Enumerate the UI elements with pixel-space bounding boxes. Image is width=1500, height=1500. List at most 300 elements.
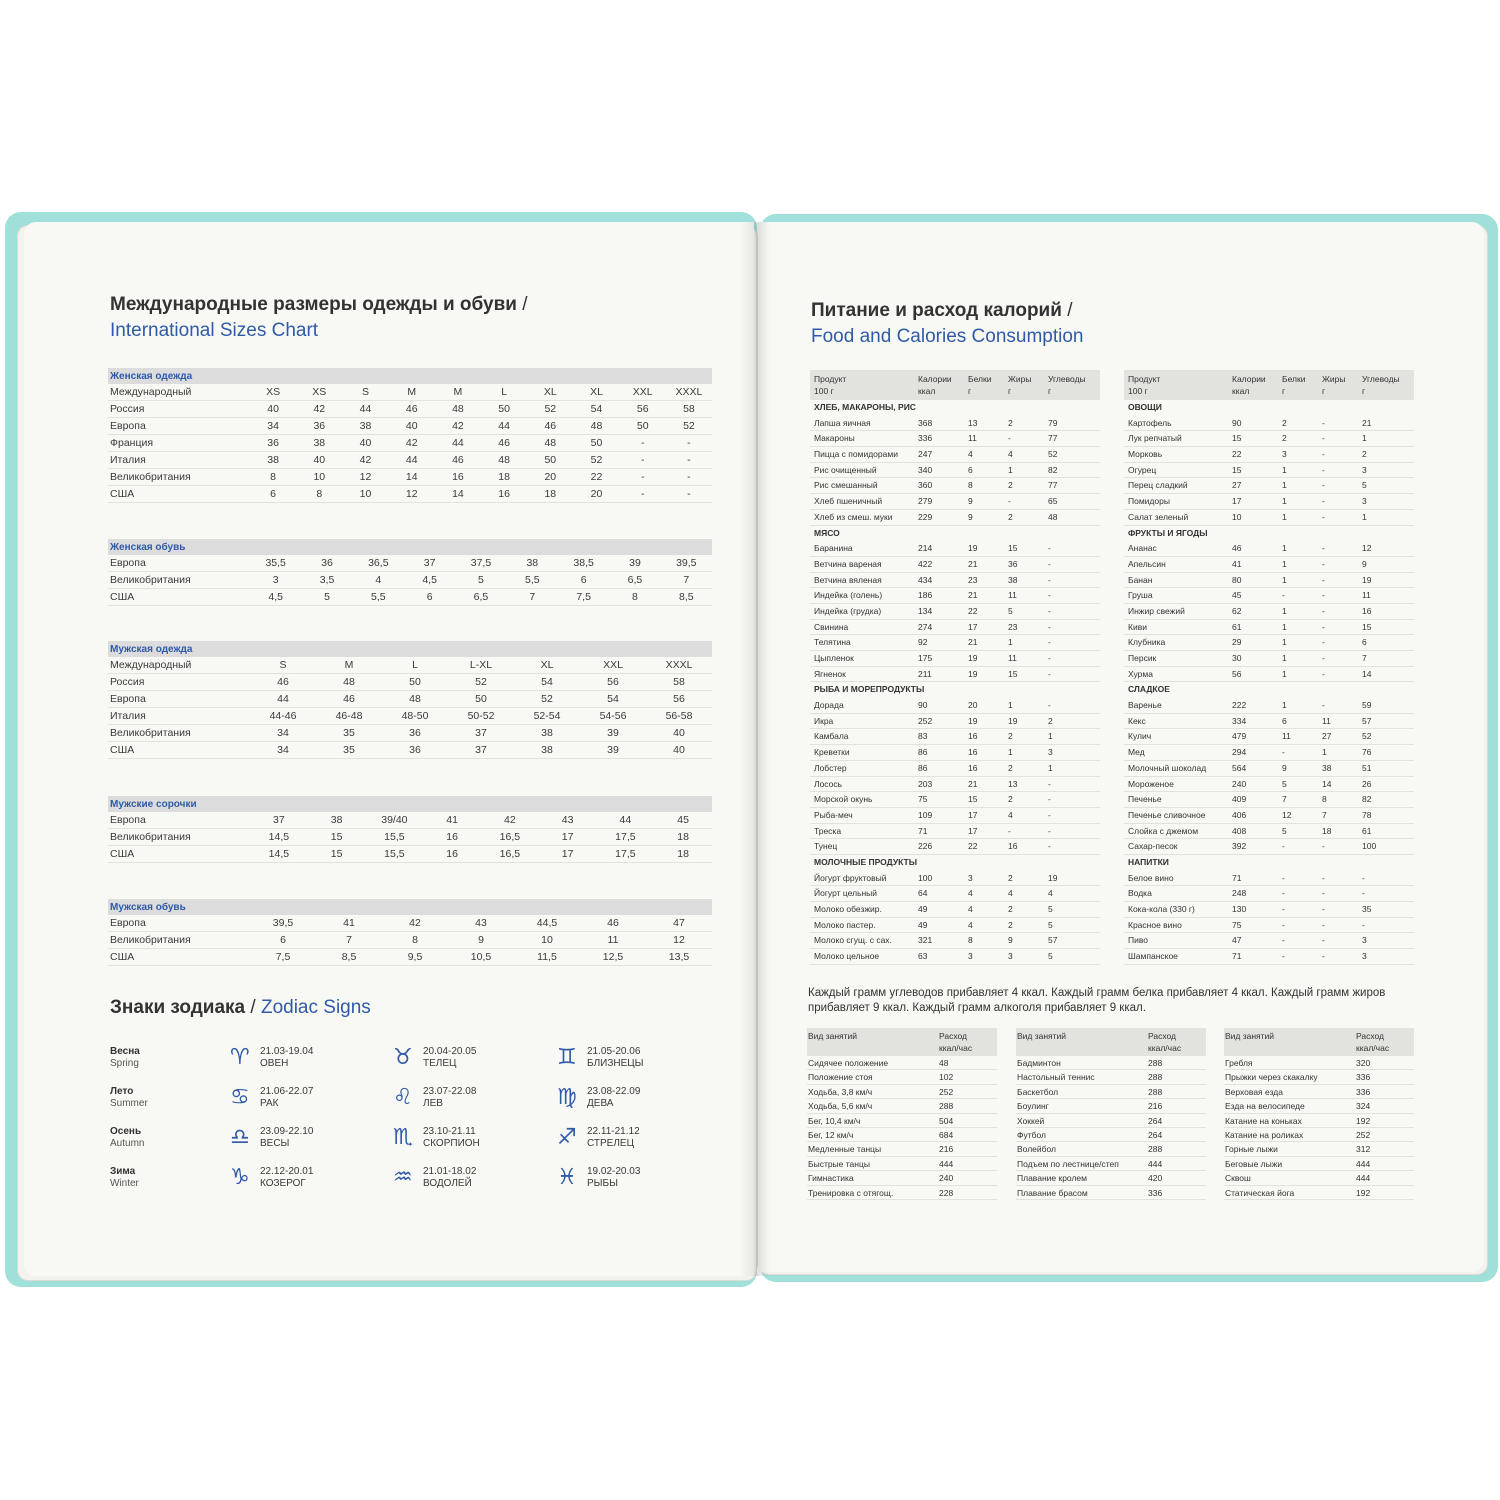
activity-name: Катание на роликах: [1225, 1129, 1304, 1140]
zodiac-dates: 23.09-22.10: [260, 1126, 314, 1137]
food-value: 336: [918, 433, 933, 444]
activity-name: Горные лыжи: [1225, 1144, 1278, 1155]
size-cell: 36: [409, 727, 421, 739]
size-cell: 48: [590, 420, 603, 432]
food-value: 1: [1282, 558, 1287, 569]
food-name: Лосось: [814, 778, 843, 789]
activity-kcal: 102: [939, 1072, 954, 1083]
food-value: 65: [1048, 496, 1058, 507]
food-value: 4: [1048, 888, 1053, 899]
food-value: 38: [1008, 574, 1018, 585]
activity-name: Хоккей: [1017, 1115, 1045, 1126]
size-cell: XXL: [632, 386, 653, 398]
food-value: 1: [1048, 762, 1053, 773]
food-value: -: [1048, 574, 1051, 585]
food-header-cell: Калории ккал: [1232, 374, 1266, 396]
food-value: -: [1322, 841, 1325, 852]
food-value: -: [1322, 511, 1325, 522]
size-cell: 5: [324, 591, 330, 603]
food-value: -: [1282, 872, 1285, 883]
activity-kcal: 264: [1148, 1129, 1163, 1140]
food-value: 52: [1048, 449, 1058, 460]
size-cell: 44: [452, 437, 464, 449]
size-table-row: [108, 469, 712, 486]
food-row: [1124, 478, 1414, 494]
aquarius-icon: ♒: [393, 1165, 413, 1190]
size-cell: 44-46: [269, 710, 297, 722]
size-cell: 16,5: [499, 831, 521, 843]
size-cell: 44: [498, 420, 510, 432]
size-cell: 16,5: [499, 848, 521, 860]
food-value: 2: [1008, 919, 1013, 930]
size-cell: L: [501, 386, 508, 398]
food-value: -: [1048, 558, 1051, 569]
food-value: 47: [1232, 935, 1242, 946]
activity-row: [1224, 1142, 1414, 1156]
food-value: 15: [1008, 543, 1018, 554]
size-table-row: [108, 384, 712, 401]
food-value: 247: [918, 449, 933, 460]
size-cell: -: [640, 471, 645, 483]
size-cell: 15: [330, 848, 343, 860]
size-table-row: [108, 572, 712, 589]
size-table-row: [108, 589, 712, 606]
activity-name: Тренировка с отягощ.: [808, 1187, 894, 1198]
food-category: ХЛЕБ, МАКАРОНЫ, РИС: [814, 402, 916, 412]
food-category: СЛАДКОЕ: [1128, 684, 1170, 695]
food-value: 22: [968, 605, 978, 616]
size-row-label: США: [110, 848, 135, 860]
food-row: [810, 714, 1100, 730]
food-value: 16: [1008, 841, 1018, 852]
size-cell: 16: [498, 488, 510, 500]
food-value: 80: [1232, 574, 1242, 585]
food-name: Морковь: [1128, 449, 1163, 460]
food-value: 19: [1362, 574, 1372, 585]
food-value: 8: [968, 935, 973, 946]
size-cell: 38: [267, 454, 279, 466]
size-cell: 13,5: [668, 951, 690, 963]
food-value: 2: [1008, 731, 1013, 742]
food-name: Молоко пастер.: [814, 919, 876, 930]
food-value: 5: [1048, 951, 1053, 962]
activity-kcal: 216: [1148, 1101, 1163, 1112]
activity-name: Гимнастика: [808, 1173, 854, 1184]
food-value: 75: [918, 794, 928, 805]
food-name: Пиво: [1128, 935, 1149, 946]
size-cell: 9: [478, 934, 484, 946]
food-value: 408: [1232, 825, 1247, 836]
activity-row: [1016, 1186, 1206, 1200]
food-value: 52: [1362, 731, 1372, 742]
activity-row: [807, 1099, 997, 1113]
food-value: -: [1322, 590, 1325, 601]
food-value: -: [1322, 637, 1325, 648]
size-cell: M: [344, 659, 354, 671]
size-cell: 14: [405, 471, 418, 483]
food-category: МЯСО: [814, 527, 840, 538]
food-name: Мед: [1128, 747, 1145, 758]
food-value: 49: [918, 919, 928, 930]
size-table: [108, 899, 712, 966]
food-name: Ветчина вареная: [814, 558, 882, 569]
zodiac-dates: 22.11-21.12: [587, 1126, 640, 1137]
food-value: 19: [968, 653, 978, 663]
cancer-icon: ♋: [230, 1085, 250, 1110]
activity-row: [1224, 1171, 1414, 1185]
size-cell: 36: [313, 420, 326, 432]
food-name: Лобстер: [814, 762, 847, 773]
food-value: 59: [1362, 700, 1372, 711]
activity-kcal: 444: [1148, 1158, 1163, 1169]
size-cell: 9,5: [407, 951, 423, 963]
size-row-label: Италия: [110, 710, 146, 722]
scorpio-icon: ♏: [393, 1125, 413, 1150]
libra-icon: ♎: [230, 1125, 250, 1150]
food-name: Хурма: [1128, 668, 1153, 679]
activity-name: Плавание брасом: [1017, 1187, 1088, 1198]
season-name-en: Winter: [110, 1178, 139, 1189]
food-value: 9: [968, 496, 973, 507]
food-name: Инжир свежий: [1128, 605, 1185, 616]
size-cell: 52: [544, 403, 557, 415]
size-cell: -: [687, 437, 691, 449]
food-row: [1124, 416, 1414, 432]
size-cell: 34: [277, 744, 289, 756]
size-table-row: [108, 418, 712, 435]
food-header-cell: Углеводы г: [1048, 374, 1086, 396]
activity-kcal: 312: [1356, 1144, 1371, 1155]
food-value: 51: [1362, 762, 1372, 773]
food-value: 21: [1362, 417, 1372, 428]
food-row: [1124, 557, 1414, 573]
size-cell: 48: [498, 454, 510, 466]
food-row: [1124, 714, 1414, 730]
food-value: -: [1322, 496, 1325, 507]
size-cell: 14,5: [268, 831, 290, 843]
activity-row: [1016, 1171, 1206, 1185]
food-value: 214: [918, 543, 933, 554]
activity-kcal: 228: [939, 1187, 954, 1198]
size-cell: 40: [673, 744, 685, 756]
food-value: 20: [968, 700, 978, 711]
food-value: -: [1322, 700, 1325, 711]
food-name: Кекс: [1128, 715, 1146, 726]
activity-table: [1016, 1028, 1206, 1200]
size-cell: 48: [409, 693, 421, 705]
size-cell: 46: [405, 403, 418, 415]
zodiac-season-label: [110, 1086, 148, 1110]
activity-name: Ходьба, 5,6 км/ч: [808, 1101, 873, 1112]
food-value: 71: [918, 825, 928, 836]
size-table: [108, 539, 712, 606]
food-value: 406: [1232, 809, 1247, 820]
food-name: Молоко цельное: [814, 951, 880, 962]
food-value: 240: [1232, 778, 1247, 789]
food-name: Банан: [1128, 574, 1153, 585]
food-row: [810, 949, 1100, 965]
food-table-header: [810, 370, 1100, 400]
food-value: -: [1048, 809, 1051, 820]
size-cell: 38: [313, 437, 326, 449]
activity-header-cell: Расход ккал/час: [939, 1031, 973, 1053]
size-row-label: Франция: [110, 437, 154, 449]
food-value: -: [1322, 449, 1325, 460]
food-name: Мороженое: [1128, 778, 1174, 789]
food-value: 41: [1232, 558, 1242, 569]
size-cell: -: [687, 454, 691, 466]
zodiac-name: СТРЕЛЕЦ: [587, 1138, 634, 1149]
size-row-label: Великобритания: [110, 727, 191, 739]
food-value: 90: [1232, 417, 1242, 428]
food-value: 1: [1282, 543, 1287, 554]
size-cell: 15: [330, 831, 343, 843]
activity-kcal: 240: [939, 1173, 954, 1184]
size-row-label: США: [110, 488, 135, 500]
size-cell: 38: [541, 727, 553, 739]
food-value: 1: [1008, 637, 1013, 648]
food-value: 17: [968, 809, 978, 820]
activity-row: [807, 1157, 997, 1171]
food-value: 61: [1232, 621, 1242, 632]
food-value: -: [1322, 605, 1325, 616]
food-value: 186: [918, 590, 933, 601]
food-value: 30: [1232, 653, 1242, 663]
food-row: [810, 573, 1100, 589]
food-row: [1124, 573, 1414, 589]
size-cell: 6: [580, 574, 587, 586]
size-cell: 52: [541, 693, 553, 705]
size-row-label: США: [110, 744, 135, 756]
food-value: -: [1048, 590, 1051, 601]
food-value: 15: [1008, 668, 1018, 679]
size-cell: XXXL: [665, 659, 693, 671]
food-value: 21: [968, 778, 978, 789]
food-value: 2: [1362, 449, 1367, 460]
food-name: Хлеб из смеш. муки: [814, 511, 893, 522]
activity-name: Гребля: [1225, 1058, 1253, 1068]
activity-row: [807, 1128, 997, 1142]
size-cell: 52: [590, 454, 603, 466]
activity-row: [807, 1142, 997, 1156]
size-cell: 8: [316, 488, 323, 500]
size-cell: S: [279, 659, 287, 671]
sizes-title-ru: Международные размеры одежды и обуви: [110, 294, 517, 315]
food-value: 2: [1008, 480, 1013, 491]
food-value: 409: [1232, 794, 1247, 805]
food-name: Кока-кола (330 г): [1128, 904, 1195, 914]
food-value: 29: [1232, 637, 1242, 648]
size-row-label: Великобритания: [110, 574, 191, 586]
size-cell: 35,5: [265, 557, 286, 569]
size-cell: 50: [475, 693, 487, 705]
food-row: [810, 510, 1100, 526]
food-row: [810, 871, 1100, 887]
food-value: 434: [918, 574, 933, 585]
zodiac-season-label: [110, 1126, 144, 1150]
size-cell: 43: [475, 917, 487, 929]
zodiac-name: ВЕСЫ: [260, 1138, 290, 1149]
size-cell: 8: [270, 471, 277, 483]
size-cell: 17,5: [615, 848, 636, 860]
zodiac-dates: 21.05-20.06: [587, 1046, 641, 1057]
food-value: 5: [1048, 904, 1053, 914]
size-cell: 6: [426, 591, 433, 603]
food-row: [1124, 620, 1414, 636]
activity-kcal: 684: [939, 1129, 954, 1140]
food-value: 109: [918, 809, 933, 820]
size-cell: 47: [673, 917, 685, 929]
size-cell: 40: [673, 727, 685, 739]
size-cell: 18: [498, 471, 510, 483]
capricorn-icon: ♑: [230, 1165, 250, 1190]
size-cell: 12: [405, 488, 418, 500]
food-name: Огурец: [1128, 464, 1157, 475]
food-value: -: [1282, 888, 1285, 899]
food-value: 211: [918, 668, 932, 679]
size-table-row: [108, 401, 712, 418]
food-value: 279: [918, 496, 933, 507]
size-cell: 46: [607, 917, 619, 929]
food-value: 222: [1232, 700, 1247, 711]
size-cell: 58: [683, 403, 695, 415]
activity-table-header: [1016, 1028, 1206, 1056]
sizes-title: [110, 292, 528, 344]
food-value: 7: [1362, 653, 1367, 663]
food-header-cell: Жиры г: [1008, 374, 1032, 396]
food-value: 11: [1322, 715, 1331, 726]
size-cell: 11,5: [537, 951, 557, 963]
size-cell: 42: [409, 917, 421, 929]
size-cell: 46: [498, 437, 510, 449]
zodiac-title-en: Zodiac Signs: [260, 997, 371, 1018]
food-value: 1: [1008, 700, 1013, 711]
food-value: 13: [968, 417, 978, 428]
size-cell: 4,5: [268, 591, 283, 603]
size-cell: 44,5: [536, 917, 558, 929]
food-name: Апельсин: [1128, 558, 1166, 569]
food-name: Камбала: [814, 731, 849, 742]
food-value: -: [1048, 605, 1051, 616]
food-value: 7: [1322, 809, 1327, 820]
food-value: 1: [1282, 511, 1287, 522]
size-cell: -: [687, 471, 691, 483]
zodiac-dates: 22.12-20.01: [260, 1166, 314, 1177]
food-value: 16: [968, 747, 978, 758]
size-cell: 52-54: [533, 710, 561, 722]
size-table: [108, 641, 712, 759]
food-value: 17: [968, 621, 978, 632]
food-row: [1124, 447, 1414, 463]
food-value: 274: [918, 621, 933, 632]
food-value: 6: [1282, 715, 1287, 726]
food-value: 479: [1232, 731, 1247, 742]
size-cell: 54-56: [599, 710, 627, 722]
activity-name: Быстрые танцы: [808, 1158, 870, 1169]
size-cell: 38: [526, 557, 539, 569]
food-name: Перец сладкий: [1128, 480, 1188, 491]
food-value: -: [1362, 919, 1365, 930]
food-name: Ветчина вяленая: [814, 574, 882, 585]
food-value: 19: [968, 715, 978, 726]
food-row: [810, 933, 1100, 949]
food-name: Цыпленок: [814, 653, 854, 663]
food-name: Йогурт цельный: [814, 888, 878, 899]
activity-row: [1016, 1056, 1206, 1070]
food-value: 8: [968, 480, 973, 491]
size-cell: L: [412, 659, 418, 671]
size-cell: 35: [343, 744, 355, 756]
food-name: Креветки: [814, 747, 850, 758]
size-table-row: [108, 657, 712, 674]
size-cell: 46: [544, 420, 557, 432]
food-name: Лук репчатый: [1128, 433, 1182, 444]
food-name: Ягненок: [814, 668, 846, 679]
food-value: 16: [968, 762, 978, 773]
food-category: РЫБА И МОРЕПРОДУКТЫ: [814, 684, 925, 695]
zodiac-dates: 21.03-19.04: [260, 1046, 314, 1057]
size-cell: 38,5: [573, 557, 594, 569]
food-name: Ананас: [1128, 543, 1157, 554]
food-name: Молочный шоколад: [1128, 762, 1207, 773]
size-cell: -: [640, 437, 645, 449]
food-value: 22: [968, 841, 978, 852]
size-cell: 6: [270, 488, 277, 500]
food-header-cell: Продукт 100 г: [814, 374, 847, 396]
size-cell: 36,5: [368, 557, 389, 569]
food-name: Лапша яичная: [814, 417, 871, 428]
food-value: 1: [1282, 480, 1287, 491]
food-value: -: [1322, 417, 1325, 428]
activity-kcal: 252: [939, 1086, 954, 1097]
food-row: [1124, 698, 1414, 714]
food-value: 8: [1322, 794, 1327, 805]
food-value: 35: [1362, 904, 1372, 914]
food-value: 75: [1232, 919, 1242, 930]
activity-row: [1224, 1056, 1414, 1070]
activity-kcal: 504: [939, 1115, 954, 1126]
food-value: -: [1282, 747, 1285, 758]
food-row: [810, 839, 1100, 855]
food-name: Слойка с джемом: [1128, 825, 1199, 836]
food-value: 2: [1008, 872, 1013, 883]
size-cell: 10,5: [470, 951, 492, 963]
food-value: 4: [1008, 888, 1013, 899]
food-value: 11: [1008, 653, 1017, 663]
food-row: [810, 651, 1100, 667]
food-row: [1124, 839, 1414, 855]
size-cell: 7,5: [576, 591, 591, 603]
activity-kcal: 420: [1148, 1173, 1163, 1184]
food-row: [810, 541, 1100, 557]
food-value: 1: [1282, 621, 1287, 632]
activity-row: [1224, 1157, 1414, 1171]
activity-kcal: 264: [1148, 1115, 1163, 1126]
food-name: Дорада: [814, 700, 844, 711]
food-value: 82: [1048, 464, 1058, 475]
size-table-row: [108, 932, 712, 949]
size-table-row: [108, 742, 712, 759]
food-value: 11: [968, 433, 977, 444]
food-value: 76: [1362, 747, 1372, 758]
season-name-ru: Зима: [110, 1166, 136, 1177]
food-value: 12: [1362, 543, 1372, 554]
food-name: Груша: [1128, 590, 1153, 601]
food-title: [811, 298, 1084, 350]
food-row: [810, 824, 1100, 840]
food-value: 1: [1048, 731, 1053, 742]
food-value: 368: [918, 417, 933, 428]
